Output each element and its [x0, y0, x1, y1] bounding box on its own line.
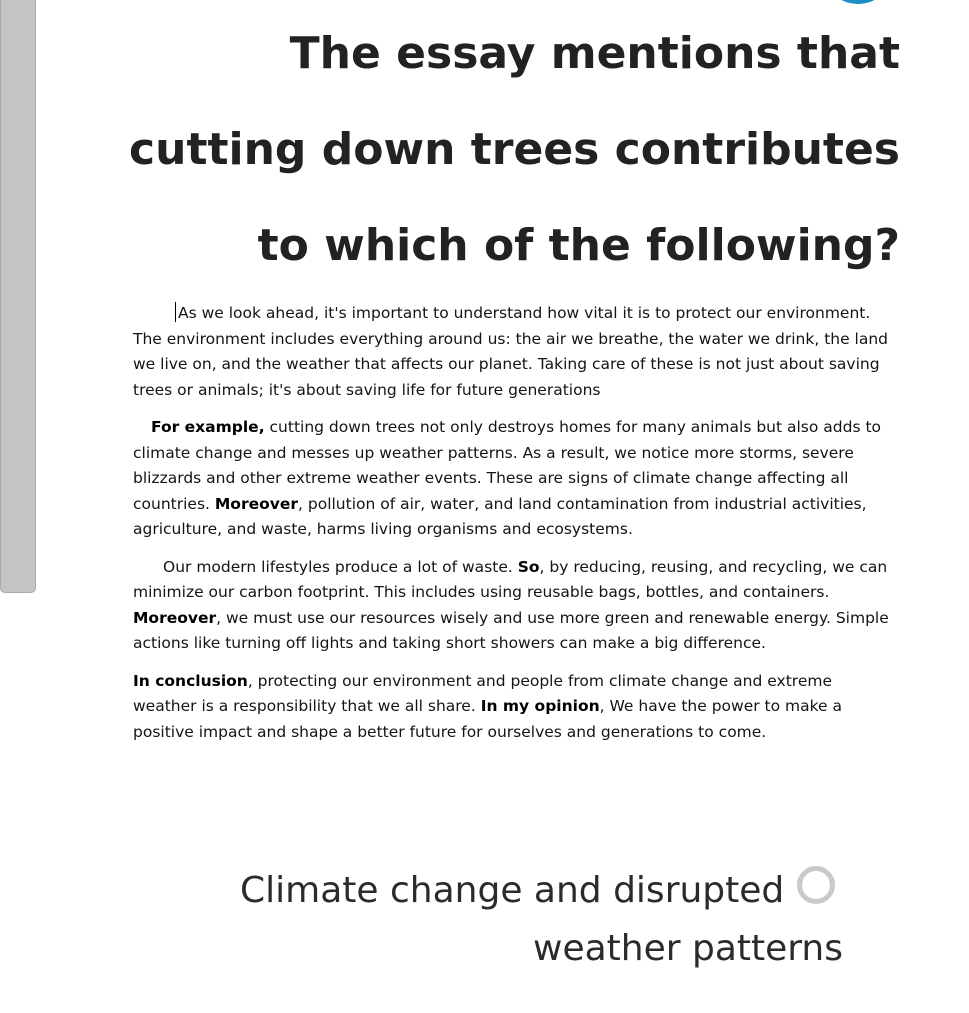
- question-title: The essay mentions that cutting down trees contributes to which of the following?: [129, 28, 900, 271]
- essay-passage: [133, 301, 893, 757]
- answer-option-label-overflow: weather patterns: [533, 928, 844, 969]
- answer-option-label[interactable]: Climate change and disrupted: [240, 870, 785, 911]
- essay-text: , We have the power to make a positive impact and shape a better future for ourselves and generations to come.: [133, 697, 843, 741]
- answer-option-1[interactable]: [238, 866, 858, 916]
- essay-paragraph-2: [133, 415, 893, 543]
- transition-phrase: Moreover: [214, 494, 299, 513]
- transition-phrase: In my opinion: [480, 697, 600, 715]
- essay-text: Our modern lifestyles produce a lot of waste.: [163, 557, 518, 576]
- essay-text: , by reducing, reusing, and recycling, we can minimize our carbon footprint. This includes using reusable bags, bottles, and containers.: [133, 557, 888, 601]
- essay-text: cutting down trees not only destroys homes for many animals but also adds to climate change and messes up weather patterns. As a result, we notice more storms, severe blizzards and other extreme weather events. These are signs of climate change affecting all countries.: [133, 418, 882, 513]
- scroll-rail[interactable]: [0, 0, 36, 593]
- progress-badge: [822, 0, 894, 4]
- answer-option-1-continuation: [238, 928, 858, 1013]
- essay-paragraph-4: [133, 669, 893, 746]
- essay-paragraph-1-text: As we look ahead, it's important to understand how vital it is to protect our environment. The environment includes everything around us: the air we breathe, the water we drink, the land we live on, and the weather that affects our planet. Taking care of these is not just about saving trees or animals; it's about saving life for future generations: [133, 304, 889, 399]
- transition-phrase: In conclusion: [133, 671, 248, 690]
- essay-paragraph-1: [133, 301, 893, 403]
- transition-phrase: Moreover: [133, 608, 217, 627]
- transition-phrase: For example,: [151, 418, 265, 436]
- essay-paragraph-3: [133, 555, 893, 657]
- essay-text: , pollution of air, water, and land contamination from industrial activities, agriculture, and waste, harms living organisms and ecosystems.: [133, 494, 867, 538]
- essay-text: , we must use our resources wisely and use more green and renewable energy. Simple actions like turning off lights and taking short showers can make a big difference.: [133, 608, 889, 652]
- text-cursor: [175, 302, 176, 322]
- transition-phrase: So: [517, 557, 540, 576]
- essay-text: , protecting our environment and people from climate change and extreme weather is a responsibility that we all share.: [133, 671, 832, 715]
- radio-button-icon[interactable]: [797, 866, 835, 904]
